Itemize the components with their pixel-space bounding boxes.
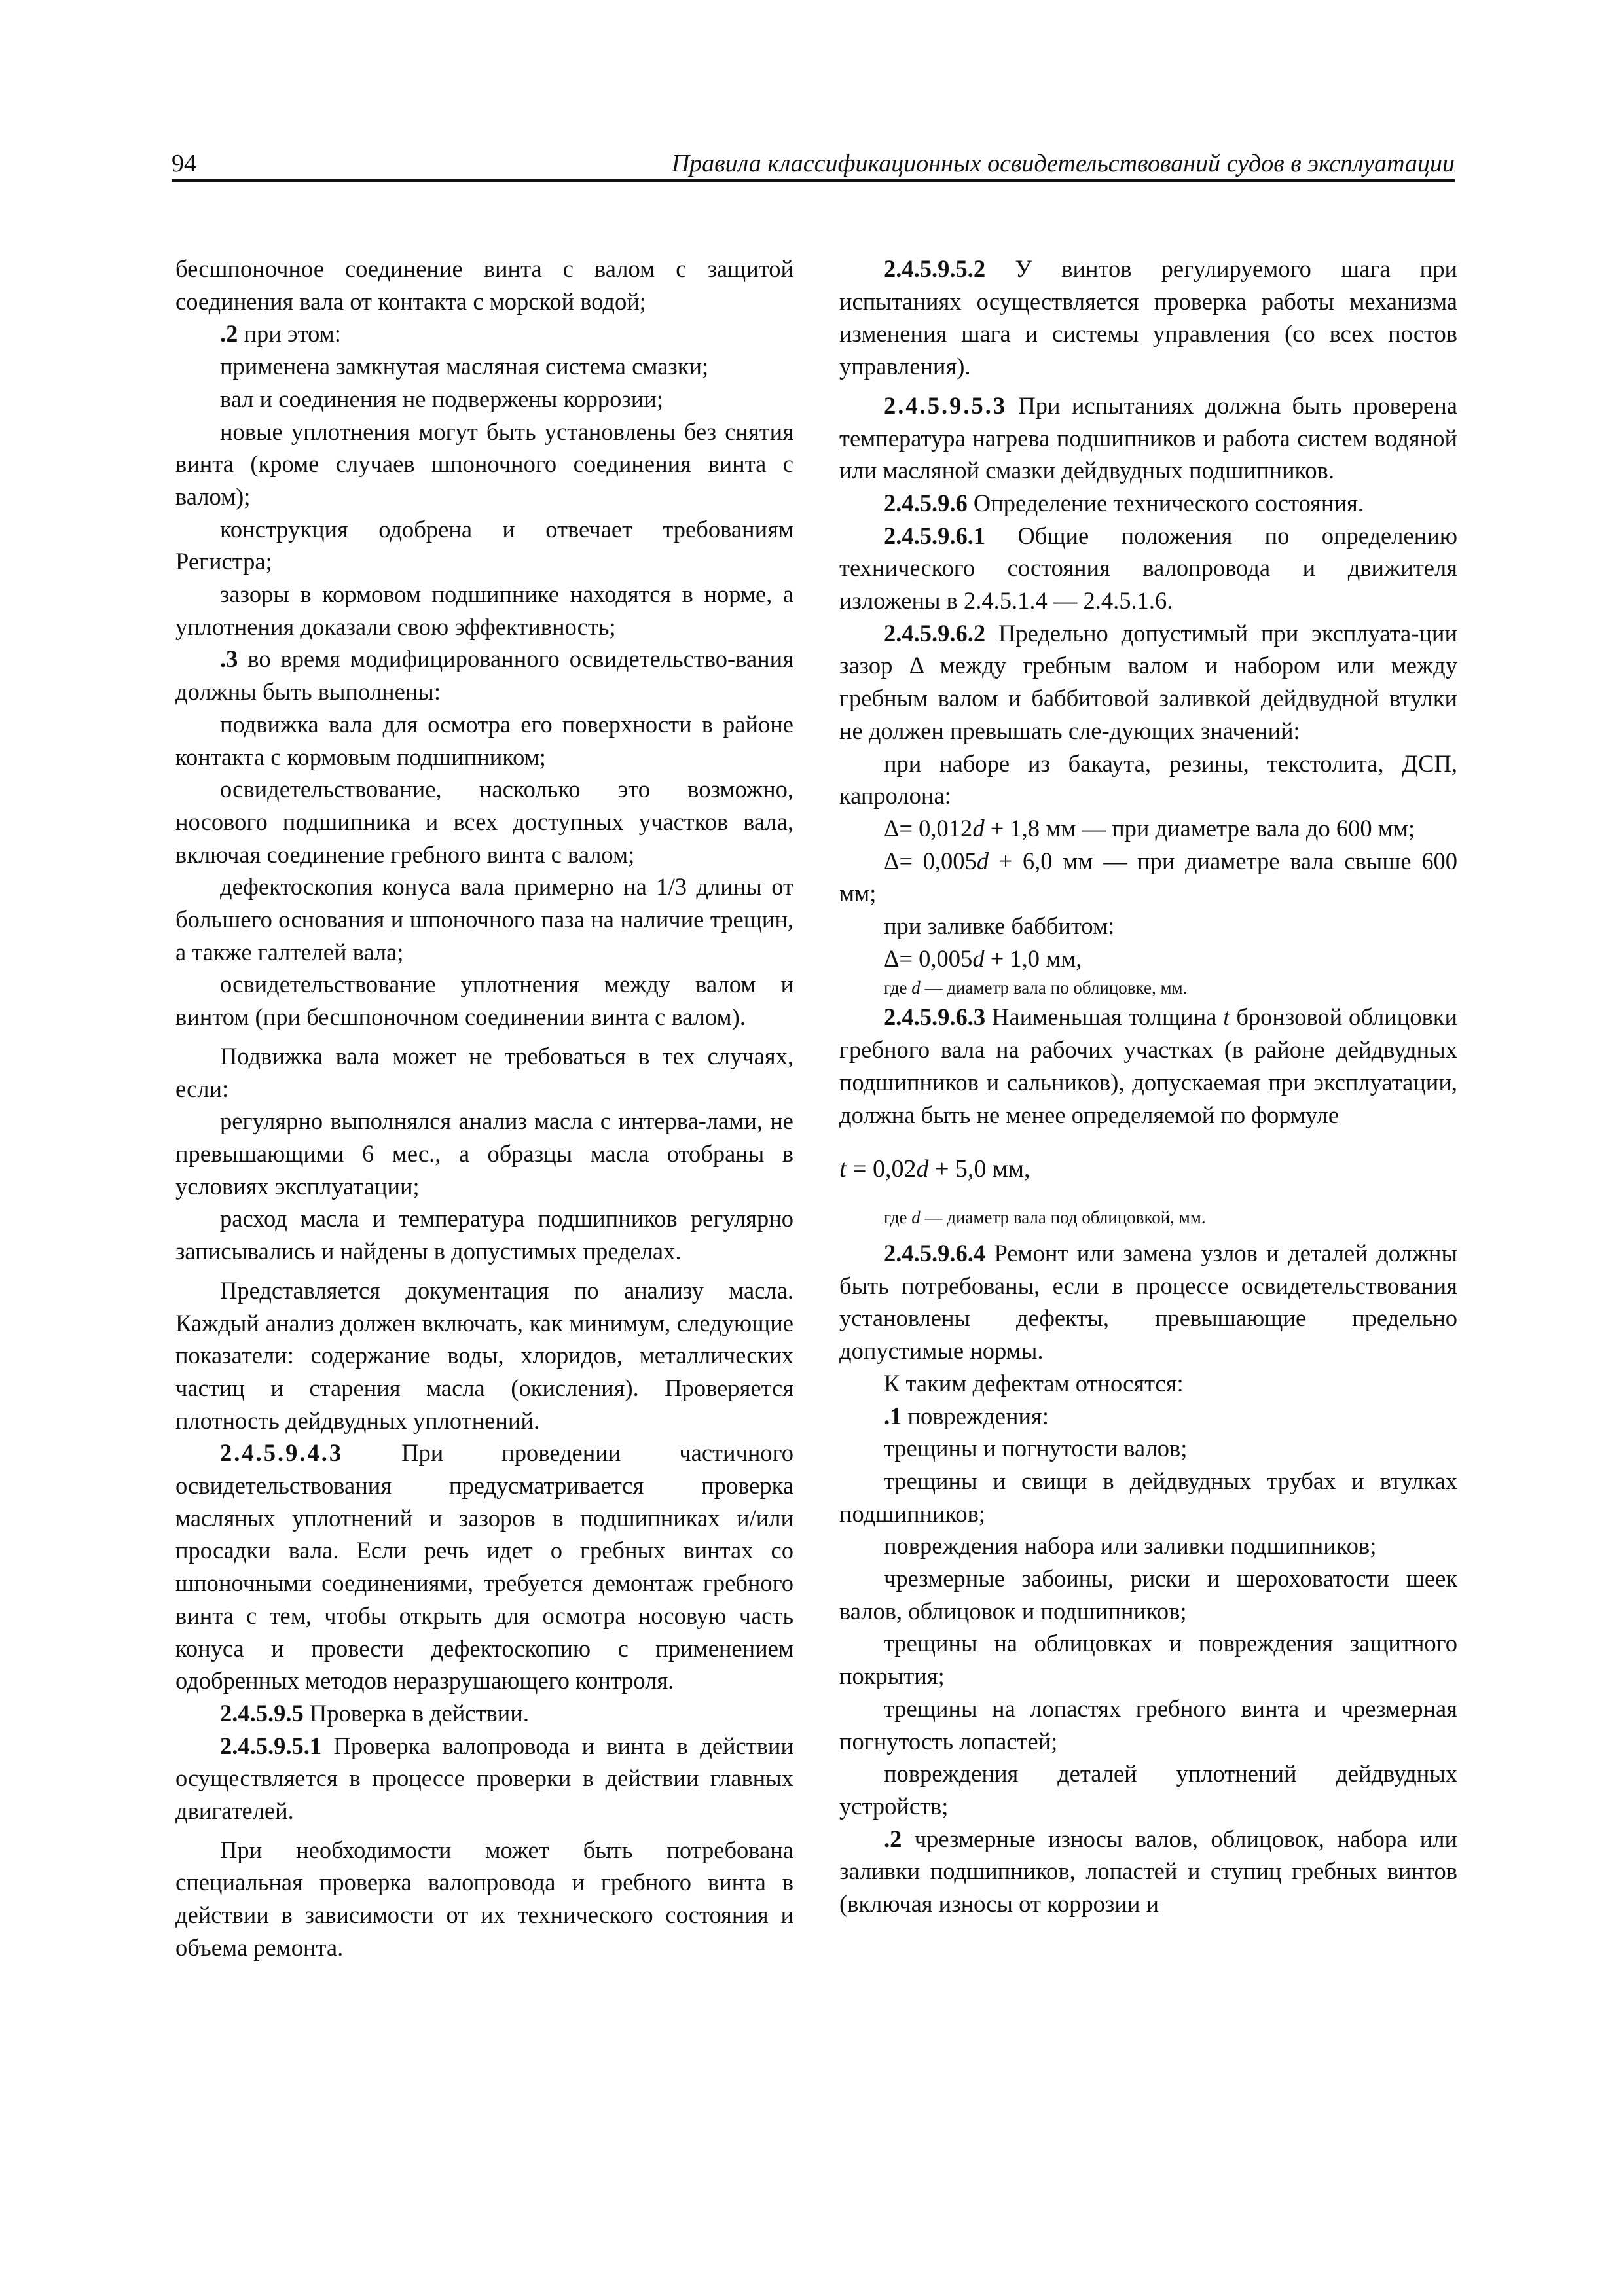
page-number: 94 [172, 150, 196, 177]
paragraph: трещины на облицовках и повреждения защитного покрытия; [839, 1630, 1457, 1690]
section-paragraph: 2.4.5.9.6.2 Предельно допустимый при эксплуата-ции зазор Δ между гребным валом и набором или между гребным валом и баббитовой заливкой дейдвудной втулки не должен превышать сле-дующих значений: [839, 619, 1457, 744]
formula-line: Δ= 0,005d + 6,0 мм — при диаметре вала свыше 600 мм; [839, 847, 1458, 907]
paragraph: Представляется документация по анализу масла. Каждый анализ должен включать, как минимум, следующие показатели: содержание воды, хлоридов, металлических частиц и старения масла (окисления). Проверяется плотность дейдвудных уплотнений. [175, 1276, 793, 1434]
section-paragraph: 2.4.5.9.5.1 Проверка валопровода и винта в действии осуществляется в процессе проверки в действии главных двигателей. [175, 1732, 793, 1825]
page-header [172, 144, 1455, 183]
section-number: 2.4.5.9.5.2 [884, 255, 986, 282]
item-number: .2 [220, 320, 238, 348]
section-number: 2.4.5.9.5.3 [884, 391, 1008, 419]
section-paragraph: 2.4.5.9.6.4 Ремонт или замена узлов и деталей должны быть потребованы, если в процессе освидетельствования установлены дефекты, превышающие предельно допустимые нормы. [839, 1239, 1457, 1365]
running-title: Правила классификационных освидетельствований судов в эксплуатации [671, 150, 1455, 177]
section-number: 2.4.5.9.6 [884, 489, 968, 516]
paragraph: При необходимости может быть потребована специальная проверка валопровода и гребного винта в действии в зависимости от их технического состояния и объема ремонта. [175, 1836, 793, 1961]
section-paragraph: 2.4.5.9.6.3 Наименьшая толщина t бронзовой облицовки гребного вала на рабочих участках (в районе дейдвудных подшипников и сальников), допускаемая при эксплуатации, должна быть не менее определяемой по формуле [839, 1003, 1457, 1128]
item-number: .2 [884, 1825, 902, 1852]
list-item: .3 во время модифицированного освидетельство-вания должны быть выполнены: [175, 645, 793, 706]
list-item: .2 чрезмерные износы валов, облицовок, набора или заливки подшипников, лопастей и ступиц гребных винтов (включая износы от коррозии и [839, 1825, 1457, 1918]
section-heading: 2.4.5.9.6 Определение технического состояния. [884, 489, 1364, 516]
section-number: 2.4.5.9.6.3 [884, 1003, 986, 1031]
paragraph: дефектоскопия конуса вала примерно на 1/3 длины от большего основания и шпоночного паза на наличие трещин, а также галтелей вала; [175, 873, 793, 965]
paragraph: трещины на лопастях гребного винта и чрезмерная погнутость лопастей; [839, 1695, 1457, 1755]
section-number: 2.4.5.9.6.2 [884, 619, 986, 647]
paragraph: освидетельствование уплотнения между валом и винтом (при бесшпоночном соединении винта с валом). [175, 971, 793, 1031]
where-note: где d — диаметр вала под облицовкой, мм. [884, 1207, 1206, 1227]
section-number: 2.4.5.9.5.1 [220, 1732, 322, 1759]
paragraph: бесшпоночное соединение винта с валом с защитой соединения вала от контакта с морской водой; [175, 255, 793, 315]
section-heading: 2.4.5.9.5 Проверка в действии. [220, 1699, 529, 1727]
paragraph: К таким дефектам относятся: [884, 1369, 1184, 1397]
section-number: 2.4.5.9.4.3 [220, 1439, 344, 1467]
list-item: .1 повреждения: [884, 1402, 1049, 1429]
section-number: 2.4.5.9.6.1 [884, 522, 986, 549]
section-paragraph: 2.4.5.9.5.2 У винтов регулируемого шага при испытаниях осуществляется проверка работы механизма изменения шага и системы управления (со всех постов управления). [839, 255, 1457, 380]
header-rule [172, 179, 1455, 182]
formula-line: Δ= 0,012d + 1,8 мм — при диаметре вала до 600 мм; [884, 814, 1415, 842]
paragraph: зазоры в кормовом подшипнике находятся в норме, а уплотнения доказали свою эффективность; [175, 581, 793, 640]
item-number: .3 [220, 645, 238, 673]
paragraph: регулярно выполнялся анализ масла с интерва-лами, не превышающими 6 мес., а образцы масла отобраны в условиях эксплуатации; [175, 1107, 793, 1200]
where-note: где d — диаметр вала по облицовке, мм. [884, 978, 1188, 998]
left-column [175, 253, 793, 1964]
section-number: 2.4.5.9.6.4 [884, 1239, 986, 1266]
paragraph: вал и соединения не подвержены коррозии; [220, 385, 663, 412]
paragraph: при заливке баббитом: [884, 912, 1115, 940]
paragraph: повреждения набора или заливки подшипников; [884, 1532, 1377, 1560]
paragraph: трещины и свищи в дейдвудных трубах и втулках подшипников; [839, 1467, 1457, 1527]
paragraph: освидетельствование, насколько это возможно, носового подшипника и всех доступных участков вала, включая соединение гребного винта с валом; [175, 776, 793, 868]
section-paragraph: 2.4.5.9.6.1 Общие положения по определению технического состояния валопровода и движителя изложены в 2.4.5.1.4 — 2.4.5.1.6. [839, 522, 1457, 615]
section-paragraph: 2.4.5.9.5.3 При испытаниях должна быть проверена температура нагрева подшипников и работа систем водяной или масляной смазки дейдвудных подшипников. [839, 391, 1457, 484]
paragraph: новые уплотнения могут быть установлены без снятия винта (кроме случаев шпоночного соединения винта с валом); [175, 418, 793, 510]
paragraph: применена замкнутая масляная система смазки; [220, 353, 709, 380]
item-number: .1 [884, 1402, 902, 1429]
paragraph: чрезмерные забоины, риски и шероховатости шеек валов, облицовок и подшипников; [839, 1565, 1457, 1624]
list-item: .2 при этом: [220, 320, 341, 348]
formula-line: Δ= 0,005d + 1,0 мм, [884, 944, 1082, 972]
section-paragraph: 2.4.5.9.4.3 При проведении частичного освидетельствования предусматривается проверка масляных уплотнений и зазоров в подшипниках и/или просадки вала. Если речь идет о гребных винтах со шпоночными соединениями, требуется демонтаж гребного винта с тем, чтобы открыть для осмотра носовую часть конуса и провести дефектоскопию с применением одобренных методов неразрушающего контроля. [175, 1439, 793, 1695]
paragraph: Подвижка вала может не требоваться в тех случаях, если: [175, 1042, 793, 1102]
paragraph: расход масла и температура подшипников регулярно записывались и найдены в допустимых пределах. [175, 1205, 793, 1265]
right-column [839, 253, 1457, 1920]
paragraph: повреждения деталей уплотнений дейдвудных устройств; [839, 1760, 1457, 1820]
paragraph: подвижка вала для осмотра его поверхности в районе контакта с кормовым подшипником; [175, 710, 793, 770]
section-number: 2.4.5.9.5 [220, 1699, 304, 1727]
formula: t = 0,02d + 5,0 мм, [839, 1155, 1030, 1183]
paragraph: трещины и погнутости валов; [884, 1435, 1188, 1462]
paragraph: конструкция одобрена и отвечает требованиям Регистра; [175, 515, 793, 575]
paragraph: при наборе из бакаута, резины, текстолита, ДСП, капролона: [839, 749, 1457, 810]
